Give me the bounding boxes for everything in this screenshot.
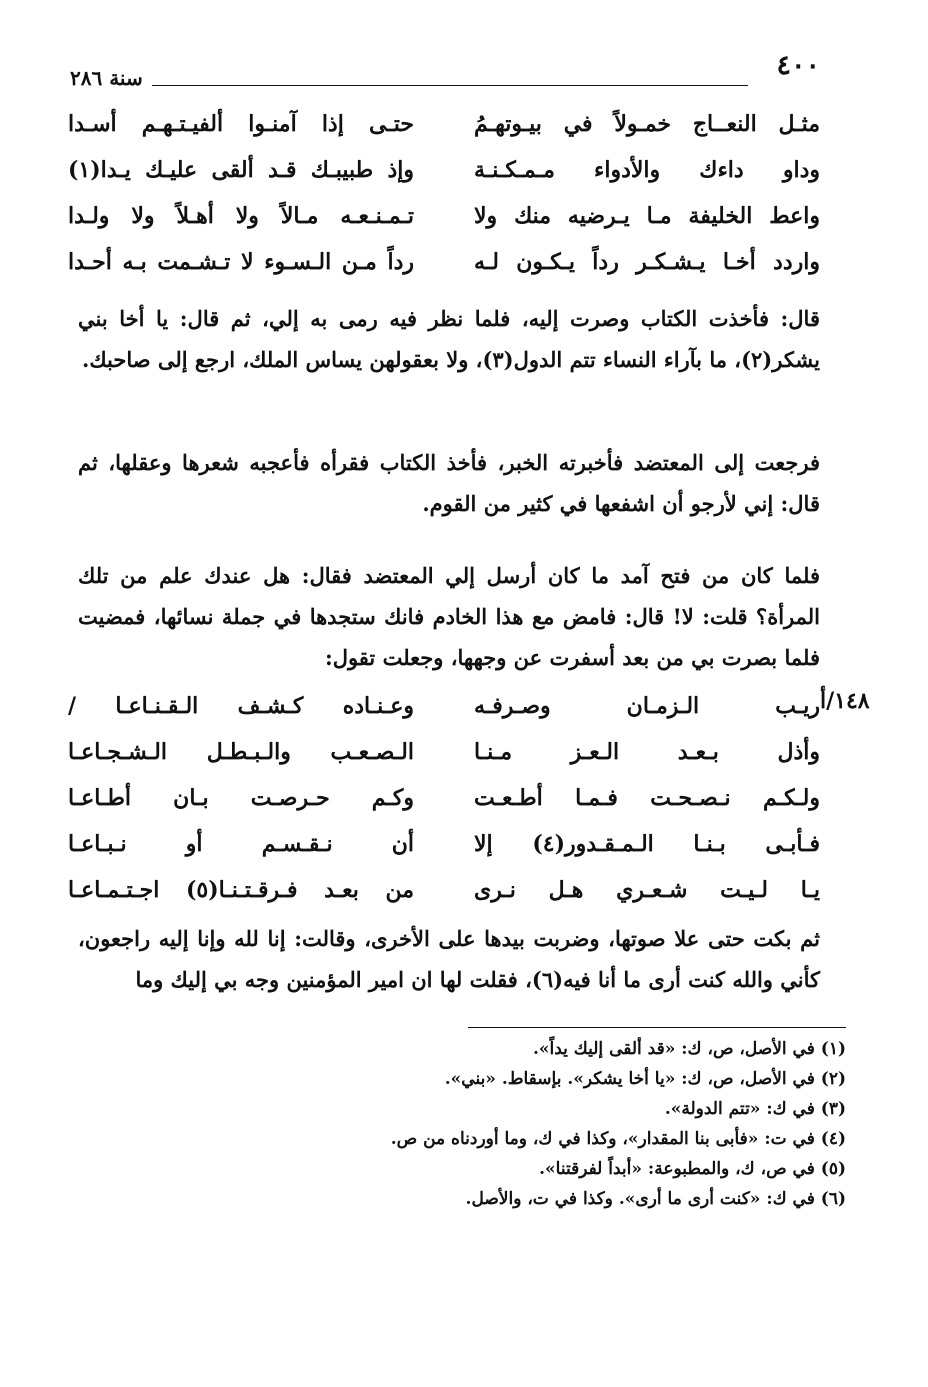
verse-second-hemistich: حتـى إذا آمنـوا ألفيـتـهـم أسـدا [68, 111, 414, 137]
verse-first-hemistich: واردد أخـا يـشـكـر رداً يـكـون لـه [474, 249, 820, 275]
verse-first-hemistich: وأذل بـعـد الـعـز مـنـا [474, 739, 820, 765]
footnote: (٤) في ت: «فأبى بنا المقدار»، وكذا في ك، وما أوردناه من ص. [390, 1129, 846, 1149]
poem-block-1 [68, 101, 820, 285]
verse-second-hemistich: رداً مـن الـسـوء لا تـشـمت بـه أحـدا [68, 249, 414, 275]
footnote: (٥) في ص، ك، والمطبوعة: «أبداً لفرقتنا». [539, 1159, 846, 1179]
verse-second-hemistich: وإذ طبيبـك قـد ألقى عليـك يـدا(١) [68, 157, 414, 183]
footnote: (٢) في الأصل، ص، ك: «يا أخا يشكر». بإسقاط. «بني». [444, 1069, 846, 1089]
page-number: ٤٠٠ [776, 50, 820, 81]
verse-first-hemistich: واعط الخليفة مـا يـرضيه منك ولا [474, 203, 820, 229]
verse-line [68, 239, 820, 285]
header-rule [152, 85, 748, 86]
verse-second-hemistich: أن نـقـسـم أو نـبـاعـا [68, 831, 414, 857]
paragraph-1 [78, 298, 820, 380]
verse-line [68, 821, 820, 867]
verse-second-hemistich: وكـم حـرصـت بـان أطـاعـا [68, 785, 414, 811]
page-header [70, 44, 820, 94]
footnote: (٣) في ك: «تتم الدولة». [664, 1099, 846, 1119]
verse-second-hemistich: تـمـنـعـه مـالاً ولا أهـلاً ولا ولـدا [68, 203, 414, 229]
paragraph-text: ثم بكت حتى علا صوتها، وضربت بيدها على الأخرى، وقالت: إنا لله وإنا إليه راجعون، كأني والله كنت أرى ما أنا فيه(٦)، فقلت لها ان امير المؤمنين وجه بي إليك وما [78, 926, 820, 992]
verse-second-hemistich: الـصـعـب والـبـطـل الـشـجـاعـا [68, 739, 414, 765]
paragraph-2 [78, 442, 820, 524]
verse-first-hemistich: ولـكـم نـصـحـت فـمـا أطـعـت [474, 785, 820, 811]
verse-first-hemistich: وداو داءك والأدواء مـمـكـنـة [474, 157, 820, 183]
verse-line [68, 101, 820, 147]
verse-first-hemistich: يـا لـيـت شـعـري هـل نـرى [474, 877, 820, 903]
verse-line [68, 729, 820, 775]
paragraph-text: فلما كان من فتح آمد ما كان أرسل إلي المعتضد فقال: هل عندك علم من تلك المرأة؟ قلت: لا! قال: فامض مع هذا الخادم فانك ستجدها في جملة نسائها، فمضيت فلما بصرت بي من بعد أسفرت عن وجهها، وجعلت تقول: [78, 563, 820, 670]
verse-line [68, 147, 820, 193]
paragraph-3 [78, 555, 820, 678]
verse-first-hemistich: مثـل النعــاج خمـولاً في بيـوتهـمُ [474, 111, 820, 137]
verse-first-hemistich: ريـب الـزمـان وصـرفـه [474, 693, 820, 719]
verse-line [68, 683, 820, 729]
manuscript-folio-marker: ١٤٨/أ [820, 688, 870, 714]
paragraph-4 [78, 918, 820, 1000]
footnote-rule [468, 1027, 846, 1028]
footnote: (١) في الأصل، ص، ك: «قد ألقى إليك يداً». [532, 1039, 846, 1059]
verse-line [68, 193, 820, 239]
verse-line [68, 867, 820, 913]
poem-block-2 [68, 683, 820, 913]
verse-second-hemistich: وعـنـاده كـشـف الـقـنـاعـا / [68, 693, 414, 719]
paragraph-text: فرجعت إلى المعتضد فأخبرته الخبر، فأخذ الكتاب فقرأه فأعجبه شعرها وعقلها، ثم قال: إني لأرجو أن اشفعها في كثير من القوم. [78, 450, 820, 516]
footnotes [200, 1034, 846, 1214]
verse-first-hemistich: فـأبـى بـنـا الـمـقـدور(٤) إلا [474, 831, 821, 857]
verse-second-hemistich: من بعـد فـرقـتـنـا(٥) اجـتـمـاعـا [68, 877, 415, 903]
verse-line [68, 775, 820, 821]
running-head-year: سنة ٢٨٦ [70, 66, 143, 90]
footnote: (٦) في ك: «كنت أرى ما أرى». وكذا في ت، والأصل. [465, 1189, 846, 1209]
paragraph-text: قال: فأخذت الكتاب وصرت إليه، فلما نظر فيه رمى به إلي، ثم قال: يا أخا بني يشكر(٢)، ما بآراء النساء تتم الدول(٣)، ولا بعقولهن يساس الملك، ارجع إلى صاحبك. [78, 306, 820, 372]
